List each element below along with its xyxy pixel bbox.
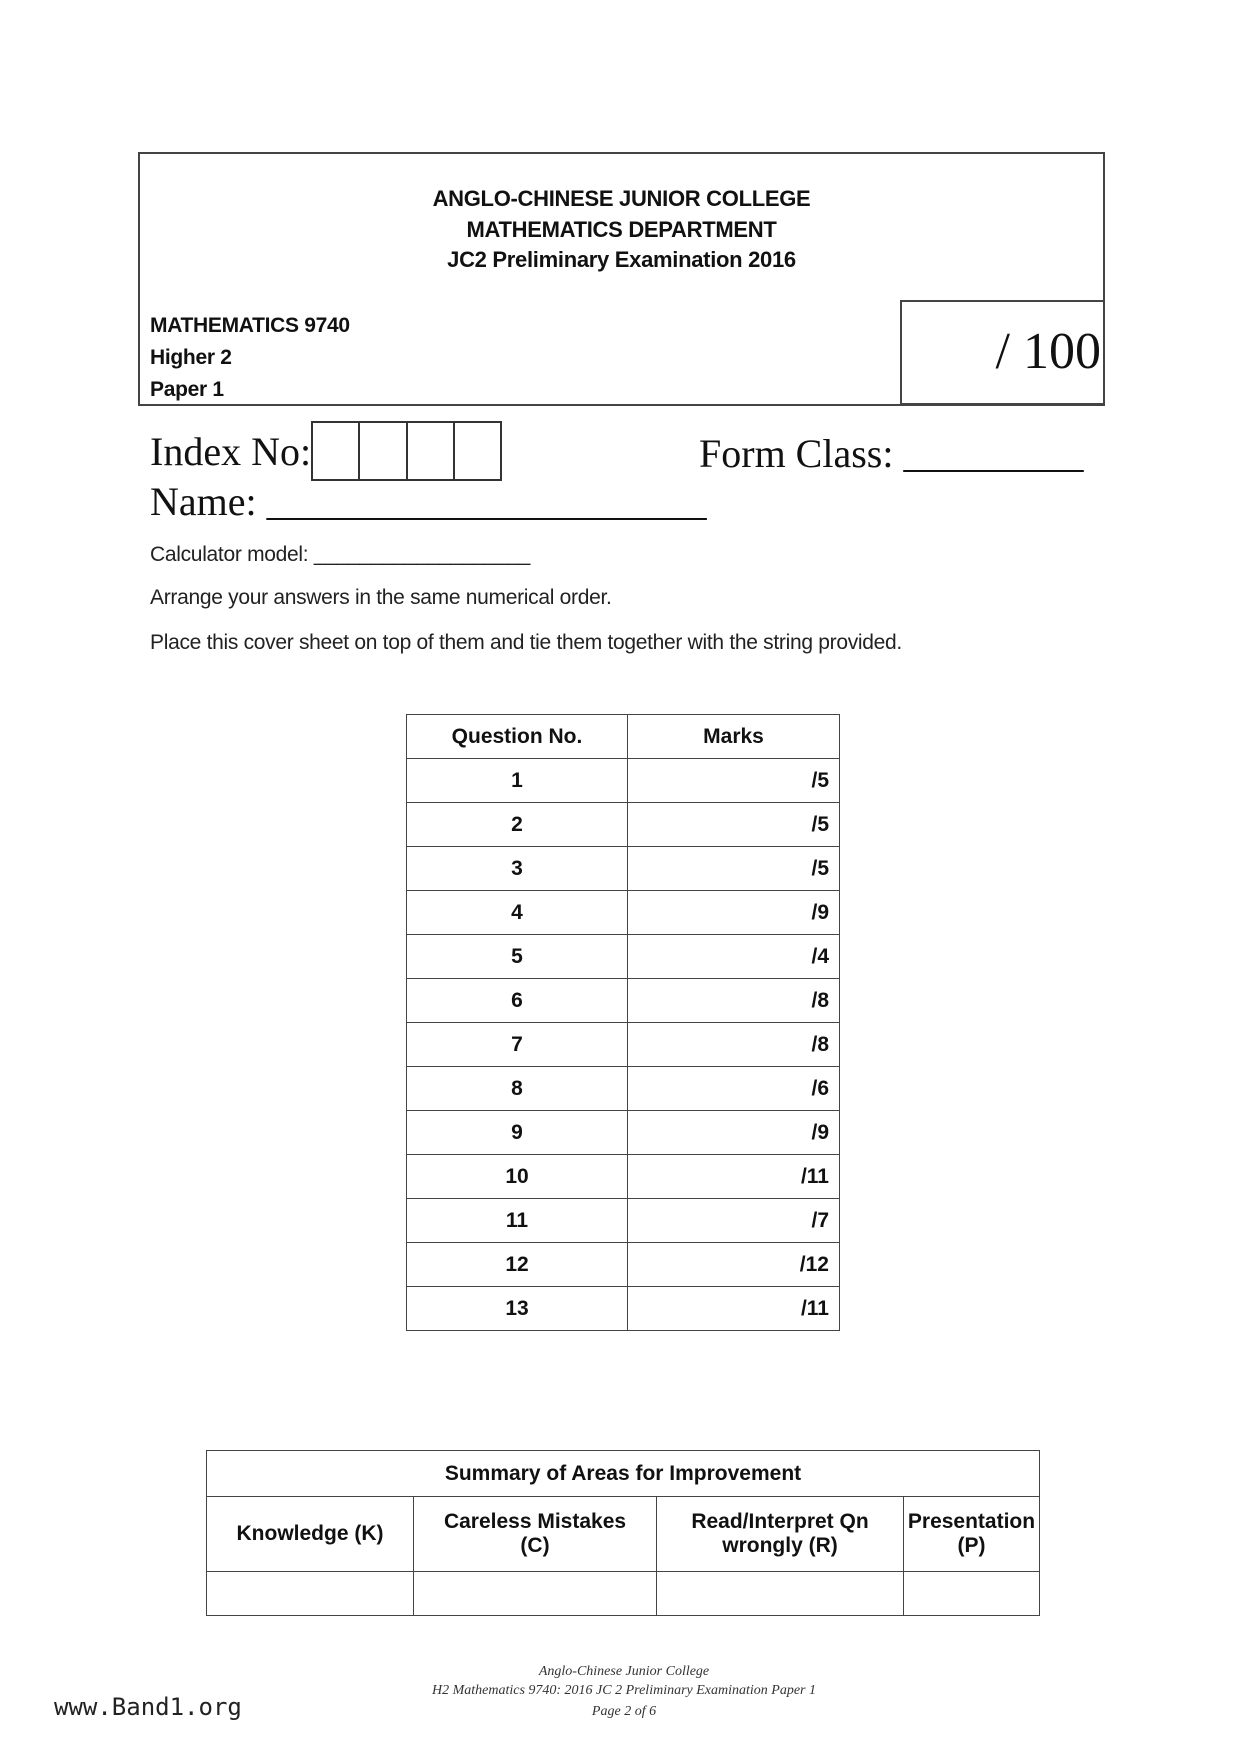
- question-marks[interactable]: /12: [628, 1243, 840, 1287]
- total-score-box: / 100: [900, 300, 1105, 405]
- question-marks[interactable]: /8: [628, 1023, 840, 1067]
- table-row: [407, 803, 840, 847]
- table-row: [407, 1199, 840, 1243]
- question-number: 5: [407, 935, 628, 979]
- question-number: 1: [407, 759, 628, 803]
- question-marks[interactable]: /11: [628, 1155, 840, 1199]
- summary-table: [206, 1450, 1040, 1616]
- index-digit-box[interactable]: [360, 423, 407, 479]
- subject-level: Higher 2: [150, 346, 232, 369]
- instruction-2: Place this cover sheet on top of them and tie them together with the string provided.: [150, 631, 902, 654]
- department-name: MATHEMATICS DEPARTMENT: [466, 217, 777, 242]
- index-digit-box[interactable]: [313, 423, 360, 479]
- col-presentation: Presentation (P): [904, 1497, 1040, 1572]
- question-marks[interactable]: /5: [628, 803, 840, 847]
- question-number: 8: [407, 1067, 628, 1111]
- question-marks[interactable]: /5: [628, 847, 840, 891]
- col-careless: Careless Mistakes (C): [414, 1497, 657, 1572]
- question-number: 6: [407, 979, 628, 1023]
- table-row: [407, 759, 840, 803]
- footer-college: Anglo-Chinese Junior College: [538, 1664, 710, 1679]
- presentation-cell[interactable]: [904, 1572, 1040, 1616]
- question-number: 4: [407, 891, 628, 935]
- question-number: 12: [407, 1243, 628, 1287]
- name-label-text: Name:: [150, 479, 257, 524]
- question-number: 9: [407, 1111, 628, 1155]
- table-row: [407, 1111, 840, 1155]
- name-label: [150, 478, 707, 525]
- question-marks[interactable]: /4: [628, 935, 840, 979]
- calculator-line[interactable]: ___________________: [313, 543, 531, 566]
- name-line[interactable]: ______________________: [266, 479, 707, 524]
- question-marks[interactable]: /6: [628, 1067, 840, 1111]
- form-class-label-text: Form Class:: [699, 431, 894, 476]
- careless-cell[interactable]: [414, 1572, 657, 1616]
- question-number: 7: [407, 1023, 628, 1067]
- calculator-model: [150, 543, 530, 567]
- table-row: [407, 1023, 840, 1067]
- question-number: 10: [407, 1155, 628, 1199]
- question-number: 11: [407, 1199, 628, 1243]
- marks-table: [406, 714, 840, 1331]
- table-row: [407, 979, 840, 1023]
- table-row: [407, 1287, 840, 1331]
- read-interpret-cell[interactable]: [657, 1572, 904, 1616]
- question-number: 2: [407, 803, 628, 847]
- form-class-label: [699, 430, 1083, 477]
- question-marks[interactable]: /9: [628, 891, 840, 935]
- index-digit-box[interactable]: [455, 423, 500, 479]
- index-no-boxes[interactable]: [311, 421, 502, 481]
- question-number: 13: [407, 1287, 628, 1331]
- watermark: www.Band1.org: [54, 1693, 242, 1721]
- table-row: [407, 1155, 840, 1199]
- summary-title: Summary of Areas for Improvement: [207, 1451, 1040, 1497]
- question-marks[interactable]: /7: [628, 1199, 840, 1243]
- exam-title: JC2 Preliminary Examination 2016: [447, 247, 796, 272]
- question-marks[interactable]: /9: [628, 1111, 840, 1155]
- calculator-label: Calculator model:: [150, 543, 309, 566]
- question-marks[interactable]: /5: [628, 759, 840, 803]
- question-number: 3: [407, 847, 628, 891]
- college-name: ANGLO-CHINESE JUNIOR COLLEGE: [432, 186, 811, 211]
- cover-header-box: [138, 152, 1105, 406]
- table-row: [407, 1067, 840, 1111]
- table-row: [407, 847, 840, 891]
- col-read-interpret: Read/Interpret Qn wrongly (R): [657, 1497, 904, 1572]
- table-row: [407, 1243, 840, 1287]
- index-digit-box[interactable]: [408, 423, 455, 479]
- table-row: [407, 935, 840, 979]
- subject-code: MATHEMATICS 9740: [150, 314, 350, 337]
- form-class-line[interactable]: _________: [903, 431, 1084, 476]
- question-marks[interactable]: /8: [628, 979, 840, 1023]
- col-knowledge: Knowledge (K): [207, 1497, 414, 1572]
- instruction-1: Arrange your answers in the same numerical order.: [150, 586, 612, 609]
- header-marks: Marks: [628, 715, 840, 759]
- header-question-no: Question No.: [407, 715, 628, 759]
- table-row: [407, 891, 840, 935]
- paper-number: Paper 1: [150, 378, 224, 401]
- question-marks[interactable]: /11: [628, 1287, 840, 1331]
- footer-page-number: Page 2 of 6: [591, 1704, 657, 1719]
- footer-paper: H2 Mathematics 9740: 2016 JC 2 Preliminary Examination Paper 1: [431, 1683, 817, 1698]
- index-no-label: Index No:: [150, 429, 312, 474]
- knowledge-cell[interactable]: [207, 1572, 414, 1616]
